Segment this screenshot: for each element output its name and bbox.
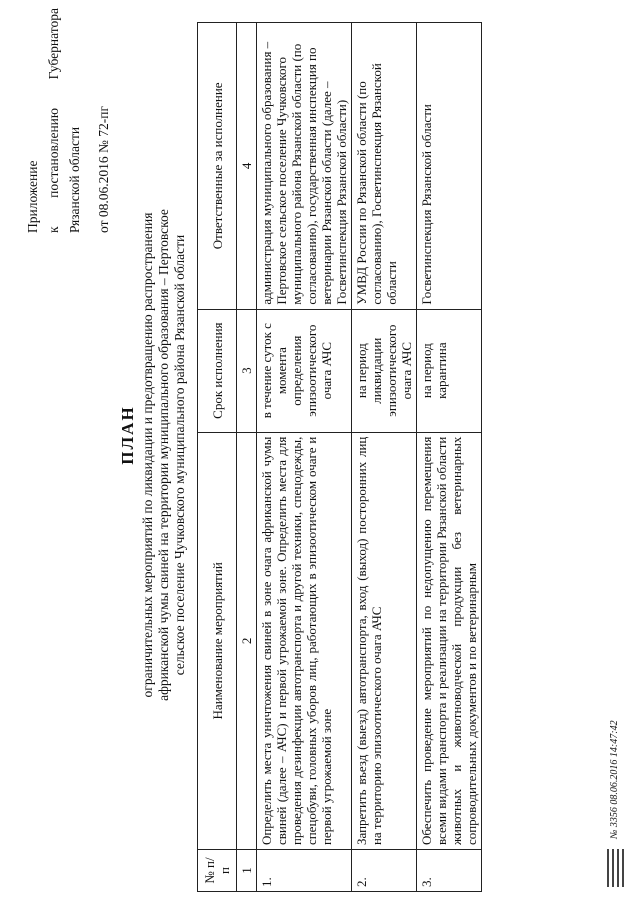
row-responsible: администрация муниципального образования – Пертовское сельское поселение Чучковского муниципального района Рязанской области (по согласованию), государственная инспекция по ветеринарии Рязанской области (далее – Госветинспекция Рязанской области) xyxy=(257,23,352,310)
column-number: 1 xyxy=(237,850,257,892)
document-title: ПЛАН xyxy=(118,405,137,465)
column-number: 4 xyxy=(237,23,257,310)
table-row xyxy=(257,23,352,892)
row-name: Обеспечить проведение мероприятий по недопущению перемещения всеми видами транспорта и реализации на территории Рязанской области животных и животноводческой продукции без ветеринарных сопроводительных документов и по ветеринарным xyxy=(417,432,482,849)
header-num: № п/п xyxy=(198,850,237,892)
row-num: 1. xyxy=(257,850,352,892)
column-number: 3 xyxy=(237,309,257,432)
row-name: Запретить въезд (выезд) автотранспорта, вход (выход) посторонних лиц на территорию эпизоотического очага АЧС xyxy=(352,432,417,849)
row-term: на период ликвидации эпизоотического очага АЧС xyxy=(352,309,417,432)
header-responsible: Ответственные за исполнение xyxy=(198,23,237,310)
subtitle-line: ограничительных мероприятий по ликвидации и предотвращению распространения xyxy=(140,212,155,698)
appendix-word: к xyxy=(46,226,61,233)
appendix-label: Приложение xyxy=(25,160,40,233)
subtitle-line: африканской чумы свиней на территории муниципального образования – Пертовское xyxy=(156,209,171,701)
appendix-word: постановлению xyxy=(46,108,61,198)
document-subtitle xyxy=(140,135,188,775)
row-term: в течение суток с момента определения эпизоотического очага АЧС xyxy=(257,309,352,432)
row-responsible: УМВД России по Рязанской области (по согласованию), Госветинспекция Рязанской области xyxy=(352,23,417,310)
plan-table xyxy=(197,22,482,892)
appendix-date-number: от 08.06.2016 № 72-пг xyxy=(96,106,111,233)
barcode-stamp-icon xyxy=(604,849,626,887)
appendix-block xyxy=(22,8,114,233)
row-num: 3. xyxy=(417,850,482,892)
appendix-word: Губернатора xyxy=(46,8,61,80)
column-number-row xyxy=(237,23,257,892)
registration-number: № 3356 08.06.2016 14:47:42 xyxy=(609,720,620,839)
table-row xyxy=(417,23,482,892)
appendix-region: Рязанской области xyxy=(67,126,82,233)
footer xyxy=(604,657,628,887)
row-term: на период карантина xyxy=(417,309,482,432)
subtitle-line: сельское поселение Чучковского муниципального района Рязанской области xyxy=(172,234,187,676)
row-num: 2. xyxy=(352,850,417,892)
header-name: Наименование мероприятий xyxy=(198,432,237,849)
row-responsible: Госветинспекция Рязанской области xyxy=(417,23,482,310)
appendix-resolution-line xyxy=(43,8,64,233)
table-row xyxy=(352,23,417,892)
row-name: Определить места уничтожения свиней в зоне очага африканской чумы свиней (далее – АЧС) и первой угрожаемой зоне. Определить места для проведения дезинфекции автотранспорта и другой техники, спецодежды, спецобуви, головных уборов лиц, работающих в эпизоотическом очаге и первой угрожаемой зоне xyxy=(257,432,352,849)
header-term: Срок исполнения xyxy=(198,309,237,432)
table-header-row xyxy=(198,23,237,892)
column-number: 2 xyxy=(237,432,257,849)
